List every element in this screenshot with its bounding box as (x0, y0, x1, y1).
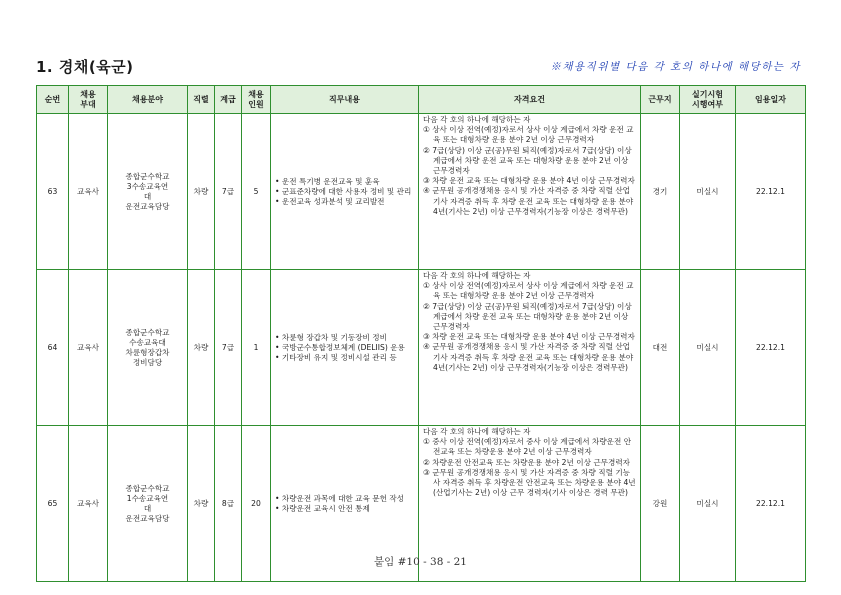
recruit-field: 종합군수학교 1수송교육연 대 운전교육담당 (108, 426, 188, 582)
column-header: 순번 (37, 86, 69, 114)
job-grade: 8급 (215, 426, 242, 582)
table-header-row (37, 86, 806, 114)
recruitment-table (36, 85, 806, 582)
qualification-intro: 다음 각 호의 하나에 해당하는 자 (423, 115, 531, 124)
duty-item: • 차량운전 과목에 대한 교육 문헌 작성 (275, 494, 416, 504)
appointment-date: 22.12.1 (736, 426, 806, 582)
job-grade: 7급 (215, 114, 242, 270)
duty-description (271, 114, 419, 270)
duty-item: • 기타장비 유지 및 정비시설 관리 등 (275, 353, 416, 363)
qualification-item: ③ 차량 운전 교육 또는 대형차량 운용 분야 4년 이상 근무경력자 (423, 332, 635, 342)
qualification-item: ② 7급(상당) 이상 군(공)무원 퇴직(예정)자로서 7급(상당) 이상 계급에서 차량 운전 교육 또는 대형차량 운용 분야 2년 이상 근무경력자 (423, 145, 632, 176)
qualification-intro: 다음 각 호의 하나에 해당하는 자 (423, 271, 531, 280)
recruit-unit: 교육사 (69, 114, 108, 270)
recruit-count: 5 (242, 114, 271, 270)
job-series: 차량 (188, 114, 215, 270)
duty-item: • 차륜형 장갑차 및 기동장비 정비 (275, 333, 416, 343)
column-header: 직렬 (188, 86, 215, 114)
practical-exam: 미실시 (680, 270, 736, 426)
column-header: 채용분야 (108, 86, 188, 114)
qualification-item: ③ 차량 운전 교육 또는 대형차량 운용 분야 4년 이상 근무경력자 (423, 176, 635, 186)
work-location: 경기 (641, 114, 680, 270)
qualification-requirements (419, 270, 641, 426)
qualification-item: ① 상사 이상 전역(예정)자로서 상사 이상 계급에서 차량 운전 교육 또는 대형차량 운용 분야 2년 이상 근무경력자 (423, 125, 634, 145)
job-grade: 7급 (215, 270, 242, 426)
duty-item: • 운전 특기병 운전교육 및 훈육 (275, 177, 416, 187)
table-row (37, 114, 806, 270)
duty-item: • 군표준차량에 대한 사용자 정비 및 관리 (275, 187, 416, 197)
page-footer: 붙임 #10 - 38 - 21 (374, 556, 467, 568)
qualification-item: ① 상사 이상 전역(예정)자로서 상사 이상 계급에서 차량 운전 교육 또는 대형차량 운용 분야 2년 이상 근무경력자 (423, 281, 634, 301)
column-header: 채용 부대 (69, 86, 108, 114)
job-series: 차량 (188, 426, 215, 582)
recruit-unit: 교육사 (69, 270, 108, 426)
selection-note: ※채용직위별 다음 각 호의 하나에 해당하는 자 (550, 61, 801, 73)
qualification-item: ④ 군무원 공개경쟁채용 응시 및 가산 자격증 중 차량 직렬 산업기사 자격증 취득 후 차량 운전 교육 또는 대형차량 운용 분야 4년(기사는 2년) 이상 근무경력자(기능장 이상은 경력무관) (423, 186, 634, 216)
column-header: 자격요건 (419, 86, 641, 114)
column-header: 임용일자 (736, 86, 806, 114)
qualification-item: ② 7급(상당) 이상 군(공)무원 퇴직(예정)자로서 7급(상당) 이상 계급에서 차량 운전 교육 또는 대형차량 운용 분야 2년 이상 근무경력자 (423, 301, 632, 332)
recruit-field: 종합군수학교 수송교육대 차륜형장갑차 정비담당 (108, 270, 188, 426)
duty-description (271, 270, 419, 426)
appointment-date: 22.12.1 (736, 114, 806, 270)
row-number: 63 (37, 114, 69, 270)
job-series: 차량 (188, 270, 215, 426)
qualification-item: ① 중사 이상 전역(예정)자로서 중사 이상 계급에서 차량운전 안전교육 또는 차량운용 분야 2년 이상 근무경력자 (423, 437, 632, 457)
work-location: 강원 (641, 426, 680, 582)
qualification-requirements (419, 114, 641, 270)
recruit-unit: 교육사 (69, 426, 108, 582)
qualification-item: ④ 군무원 공개경쟁채용 응시 및 가산 자격증 중 차량 직렬 산업기사 자격증 취득 후 차량 운전 교육 또는 대형차량 운용 분야 4년(기사는 2년) 이상 근무경력자(기능장 이상은 경력무관) (423, 342, 634, 372)
duty-item: • 차량운전 교육시 안전 통제 (275, 504, 416, 514)
qualification-item: ③ 군무원 공개경쟁채용 응시 및 가산 자격증 중 차량 직렬 기능사 자격증 취득 후 차량운전 안전교육 또는 차량운용 분야 4년(산업기사는 2년) 이상 근무 경력자(기사 이상은 경력 무관) (423, 467, 636, 498)
page-title: 1. 경채(육군) (36, 58, 134, 76)
qualification-intro: 다음 각 호의 하나에 해당하는 자 (423, 427, 531, 436)
duty-item: • 운전교육 성과분석 및 교리발전 (275, 197, 416, 207)
column-header: 채용 인원 (242, 86, 271, 114)
work-location: 대전 (641, 270, 680, 426)
practical-exam: 미실시 (680, 426, 736, 582)
column-header: 계급 (215, 86, 242, 114)
recruit-field: 종합군수학교 3수송교육연 대 운전교육담당 (108, 114, 188, 270)
appointment-date: 22.12.1 (736, 270, 806, 426)
column-header: 실기시험 시행여부 (680, 86, 736, 114)
column-header: 직무내용 (271, 86, 419, 114)
column-header: 근무지 (641, 86, 680, 114)
duty-item: • 국방군수통합정보체계 (DELIIS) 운용 (275, 343, 416, 353)
qualification-item: ② 차량운전 안전교육 또는 차량운용 분야 2년 이상 근무경력자 (423, 457, 631, 467)
row-number: 65 (37, 426, 69, 582)
table-row (37, 270, 806, 426)
recruit-count: 20 (242, 426, 271, 582)
row-number: 64 (37, 270, 69, 426)
practical-exam: 미실시 (680, 114, 736, 270)
recruit-count: 1 (242, 270, 271, 426)
